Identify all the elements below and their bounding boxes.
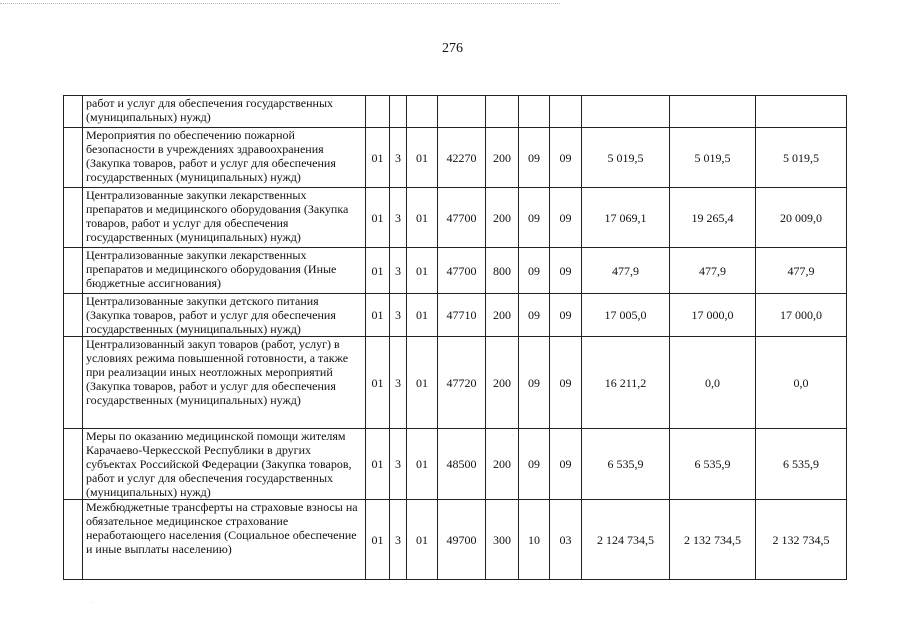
code-cell: 3 [390, 294, 407, 337]
code-cell: 200 [486, 128, 519, 188]
code-cell: 01 [407, 337, 438, 429]
table-row [64, 128, 847, 188]
code-cell: 3 [390, 337, 407, 429]
amount-cell: 477,9 [670, 248, 756, 294]
row-index-cell [64, 128, 83, 188]
amount-cell: 6 535,9 [670, 429, 756, 500]
code-cell: 47710 [438, 294, 486, 337]
row-description: Межбюджетные трансферты на страховые взносы на обязательное медицинское страхование неработающего населения (Социальное обеспечение и иные выплаты населению) [83, 500, 366, 580]
row-description: Централизованные закупки детского питания (Закупка товаров, работ и услуг для обеспечения государственных (муниципальных) нужд) [83, 294, 366, 337]
row-description: Централизованные закупки лекарственных препаратов и медицинского оборудования (Закупка товаров, работ и услуг для обеспечения государственных (муниципальных) нужд) [83, 188, 366, 248]
code-cell: 10 [519, 500, 550, 580]
code-cell: 09 [519, 248, 550, 294]
code-cell: 01 [407, 248, 438, 294]
row-description: Мероприятия по обеспечению пожарной безопасности в учреждениях здравоохранения (Закупка товаров, работ и услуг для обеспечения государственных (муниципальных) нужд) [83, 128, 366, 188]
row-index-cell [64, 337, 83, 429]
row-index-cell [64, 248, 83, 294]
row-description: работ и услуг для обеспечения государственных (муниципальных) нужд) [83, 96, 366, 128]
table-row [64, 429, 847, 500]
table-row [64, 188, 847, 248]
amount-cell: 2 132 734,5 [756, 500, 847, 580]
budget-table [63, 95, 847, 580]
row-description: Централизованный закуп товаров (работ, услуг) в условиях режима повышенной готовности, а также при реализации иных неотложных мероприятий (Закупка товаров, работ и услуг для обеспечения государственных (муниципальных) нужд) [83, 337, 366, 429]
code-cell: 200 [486, 188, 519, 248]
code-cell: 09 [519, 294, 550, 337]
code-cell: 01 [366, 337, 390, 429]
amount-cell [756, 96, 847, 128]
amount-cell: 16 211,2 [582, 337, 670, 429]
code-cell: 47700 [438, 188, 486, 248]
code-cell: 800 [486, 248, 519, 294]
table-row [64, 337, 847, 429]
code-cell: 42270 [438, 128, 486, 188]
code-cell: 300 [486, 500, 519, 580]
amount-cell [582, 96, 670, 128]
code-cell: 01 [407, 188, 438, 248]
code-cell: 09 [550, 337, 582, 429]
table-row [64, 500, 847, 580]
code-cell: 09 [550, 294, 582, 337]
code-cell [519, 96, 550, 128]
code-cell: 01 [366, 429, 390, 500]
code-cell [390, 96, 407, 128]
amount-cell: 2 132 734,5 [670, 500, 756, 580]
code-cell: 48500 [438, 429, 486, 500]
amount-cell [670, 96, 756, 128]
amount-cell: 5 019,5 [756, 128, 847, 188]
amount-cell: 5 019,5 [582, 128, 670, 188]
code-cell: 01 [366, 248, 390, 294]
code-cell: 01 [366, 500, 390, 580]
table-body [64, 96, 847, 580]
code-cell: 200 [486, 337, 519, 429]
amount-cell: 6 535,9 [756, 429, 847, 500]
code-cell: 09 [550, 128, 582, 188]
row-description: Централизованные закупки лекарственных препаратов и медицинского оборудования (Иные бюджетные ассигнования) [83, 248, 366, 294]
code-cell: 01 [366, 188, 390, 248]
amount-cell: 17 000,0 [756, 294, 847, 337]
amount-cell: 20 009,0 [756, 188, 847, 248]
code-cell: 47700 [438, 248, 486, 294]
code-cell: 01 [366, 128, 390, 188]
code-cell: 09 [519, 337, 550, 429]
code-cell: 01 [407, 128, 438, 188]
scan-speck: · [512, 433, 514, 439]
scan-speck: · [92, 600, 94, 606]
code-cell: 01 [407, 294, 438, 337]
amount-cell: 17 005,0 [582, 294, 670, 337]
row-index-cell [64, 96, 83, 128]
amount-cell: 0,0 [756, 337, 847, 429]
code-cell: 200 [486, 294, 519, 337]
amount-cell: 6 535,9 [582, 429, 670, 500]
row-description: Меры по оказанию медицинской помощи жителям Карачаево-Черкесской Республики в других субъектах Российской Федерации (Закупка товаров, работ и услуг для обеспечения государственных (муниципальных) нужд) [83, 429, 366, 500]
code-cell: 01 [366, 294, 390, 337]
code-cell: 09 [519, 128, 550, 188]
code-cell: 47720 [438, 337, 486, 429]
code-cell: 09 [519, 188, 550, 248]
code-cell [366, 96, 390, 128]
code-cell: 49700 [438, 500, 486, 580]
amount-cell: 2 124 734,5 [582, 500, 670, 580]
top-scan-edge [0, 3, 560, 4]
amount-cell: 0,0 [670, 337, 756, 429]
code-cell [407, 96, 438, 128]
table-row [64, 294, 847, 337]
table-row [64, 248, 847, 294]
amount-cell: 477,9 [582, 248, 670, 294]
row-index-cell [64, 500, 83, 580]
code-cell: 3 [390, 128, 407, 188]
code-cell: 09 [550, 429, 582, 500]
amount-cell: 477,9 [756, 248, 847, 294]
amount-cell: 17 000,0 [670, 294, 756, 337]
code-cell: 3 [390, 500, 407, 580]
code-cell: 01 [407, 429, 438, 500]
code-cell: 09 [519, 429, 550, 500]
amount-cell: 5 019,5 [670, 128, 756, 188]
code-cell: 01 [407, 500, 438, 580]
code-cell: 09 [550, 248, 582, 294]
page-number: 276 [442, 41, 463, 56]
row-index-cell [64, 294, 83, 337]
code-cell [550, 96, 582, 128]
code-cell: 09 [550, 188, 582, 248]
code-cell [486, 96, 519, 128]
code-cell: 200 [486, 429, 519, 500]
amount-cell: 17 069,1 [582, 188, 670, 248]
code-cell: 3 [390, 248, 407, 294]
table-row [64, 96, 847, 128]
row-index-cell [64, 429, 83, 500]
code-cell [438, 96, 486, 128]
code-cell: 3 [390, 429, 407, 500]
code-cell: 3 [390, 188, 407, 248]
code-cell: 03 [550, 500, 582, 580]
amount-cell: 19 265,4 [670, 188, 756, 248]
row-index-cell [64, 188, 83, 248]
